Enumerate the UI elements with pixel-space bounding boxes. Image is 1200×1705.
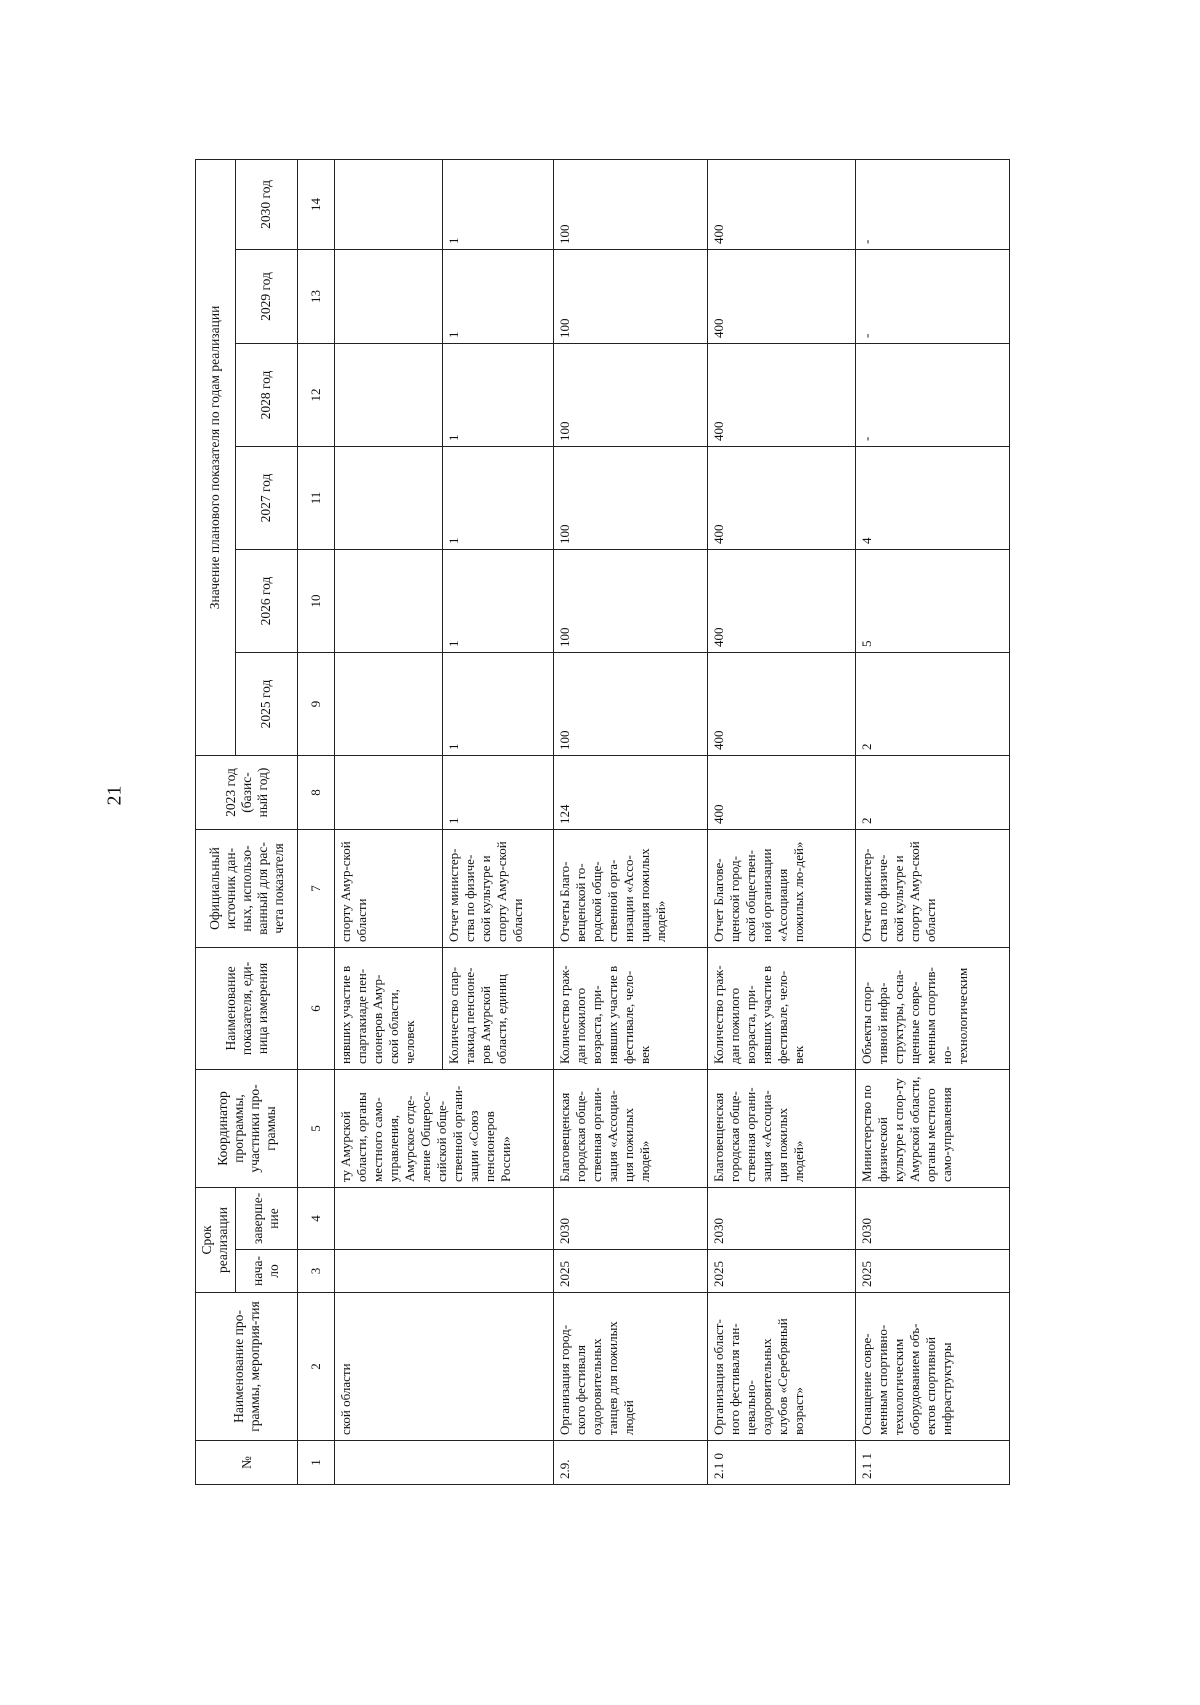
table-row xyxy=(855,159,1009,1484)
col-number: 12 xyxy=(298,343,334,446)
header-program-name: Наименование про-граммы, мероприя-тия xyxy=(196,1293,298,1441)
cell-value-2025: 400 xyxy=(707,652,855,755)
cell-source: Отчет министер-ства по физиче-ской культуре и спорту Амур-ской области xyxy=(443,829,553,947)
col-number: 3 xyxy=(298,1250,334,1293)
cell-end: 2030 xyxy=(553,1187,707,1249)
cell-end: 2030 xyxy=(707,1187,855,1249)
col-number: 7 xyxy=(298,829,334,947)
cell-start xyxy=(334,1250,553,1293)
header-source: Официальный источник дан-ных, использо-ванный для рас-чета показателя xyxy=(196,829,298,947)
cell-source: спорту Амур-ской области xyxy=(334,829,442,947)
cell-end xyxy=(334,1187,553,1249)
cell-program-name: Организация област-ного фестиваля тан-цевально-оздоровительных клубов «Серебряный возраст» xyxy=(707,1293,855,1441)
header-end: заверше-ние xyxy=(235,1187,298,1249)
cell-start: 2025 xyxy=(855,1250,1009,1293)
cell-base: 124 xyxy=(553,755,707,829)
cell-value-2027: 1 xyxy=(443,446,553,549)
cell-value-2030: 400 xyxy=(707,159,855,249)
cell-value xyxy=(334,652,442,755)
header-2029: 2029 год xyxy=(235,249,298,343)
col-number: 10 xyxy=(298,549,334,652)
cell-value-2028: - xyxy=(855,343,1009,446)
cell-value-2026: 1 xyxy=(443,549,553,652)
cell-base: 400 xyxy=(707,755,855,829)
indicators-table xyxy=(195,159,1010,1485)
cell-program-name: ской области xyxy=(334,1293,553,1441)
table-row xyxy=(707,159,855,1484)
cell-value-2029: 100 xyxy=(553,249,707,343)
cell-value-2029: 1 xyxy=(443,249,553,343)
col-number: 2 xyxy=(298,1293,334,1441)
cell-program-name: Оснащение совре-менным спортивно-технологическим оборудованием объ-ектов спортивной инфраструктуры xyxy=(855,1293,1009,1441)
header-2025: 2025 год xyxy=(235,652,298,755)
col-number: 11 xyxy=(298,446,334,549)
cell-value-2030: - xyxy=(855,159,1009,249)
cell-source: Отчеты Благо-вещенской го-родской обще-ственной орга-низации «Ассо-циация пожилых людей» xyxy=(553,829,707,947)
cell-value xyxy=(334,549,442,652)
cell-indicator: нявших участие в спартакиаде пен-сионеров Амур-ской области, человек xyxy=(334,947,442,1069)
cell-base: 1 xyxy=(443,755,553,829)
page-number: 21 xyxy=(103,785,126,806)
cell-value-2029: 400 xyxy=(707,249,855,343)
cell-value-2030: 100 xyxy=(553,159,707,249)
table-row xyxy=(553,159,707,1484)
cell-value-2026: 100 xyxy=(553,549,707,652)
cell-coordinator: Благовещенская городская обще-ственная органи-зация «Ассоциа-ция пожилых людей» xyxy=(707,1069,855,1187)
cell-end: 2030 xyxy=(855,1187,1009,1249)
cell-value-2030: 1 xyxy=(443,159,553,249)
cell-value-2029: - xyxy=(855,249,1009,343)
cell-value-2025: 1 xyxy=(443,652,553,755)
cell-indicator: Количество граж-дан пожилого возраста, при-нявших участие в фестивале, чело-век xyxy=(707,947,855,1069)
cell-coordinator: Министерство по физической культуре и спор-ту Амурской области, органы местного само-управления xyxy=(855,1069,1009,1187)
cell-value-2026: 400 xyxy=(707,549,855,652)
header-indicator: Наименование показателя, еди-ница измерения xyxy=(196,947,298,1069)
header-coordinator: Координатор программы, участники про-граммы xyxy=(196,1069,298,1187)
header-planned-values: Значение планового показателя по годам реализации xyxy=(196,159,236,755)
cell-start: 2025 xyxy=(707,1250,855,1293)
col-number: 13 xyxy=(298,249,334,343)
cell-coordinator: Благовещенская городская обще-ственная органи-зация «Ассоциа-ция пожилых людей» xyxy=(553,1069,707,1187)
header-2030: 2030 год xyxy=(235,159,298,249)
cell-value-2028: 400 xyxy=(707,343,855,446)
header-term: Срок реализации xyxy=(196,1187,236,1292)
col-number: 6 xyxy=(298,947,334,1069)
cell-base xyxy=(334,755,442,829)
cell-value xyxy=(334,249,442,343)
header-start: нача-ло xyxy=(235,1250,298,1293)
header-2027: 2027 год xyxy=(235,446,298,549)
cell-value-2028: 100 xyxy=(553,343,707,446)
header-2026: 2026 год xyxy=(235,549,298,652)
col-number: 14 xyxy=(298,159,334,249)
col-number: 1 xyxy=(298,1441,334,1485)
cell-value xyxy=(334,446,442,549)
col-number: 8 xyxy=(298,755,334,829)
cell-coordinator: ту Амурской области, органы местного само-управления, Амурское отде-ление Общерос-сийской обще-ственной органи-зации «Союз пенсионеров России» xyxy=(334,1069,553,1187)
cell-value-2026: 5 xyxy=(855,549,1009,652)
cell-indicator: Объекты спор-тивной инфра-структуры, осна-щенные совре-менным спортив-но-технологическим xyxy=(855,947,1009,1069)
rotated-table-container xyxy=(195,160,1010,1485)
cell-number: 2.9. xyxy=(553,1441,707,1485)
cell-value-2025: 100 xyxy=(553,652,707,755)
cell-value xyxy=(334,343,442,446)
cell-start: 2025 xyxy=(553,1250,707,1293)
cell-source: Отчет Благове-щенской город-ской обществен-ной организации «Ассоциация пожилых лю-дей» xyxy=(707,829,855,947)
cell-base: 2 xyxy=(855,755,1009,829)
cell-value-2027: 400 xyxy=(707,446,855,549)
cell-value-2028: 1 xyxy=(443,343,553,446)
cell-number xyxy=(334,1441,553,1485)
col-number: 9 xyxy=(298,652,334,755)
cell-number: 2.1 0 xyxy=(707,1441,855,1485)
cell-indicator: Количество спар-такиад пенсионе-ров Амурской области, единиц xyxy=(443,947,553,1069)
cell-program-name: Организация город-ского фестиваля оздоровительных танцев для пожилых людей xyxy=(553,1293,707,1441)
cell-indicator: Количество граж-дан пожилого возраста, при-нявших участие в фестивале, чело-век xyxy=(553,947,707,1069)
cell-source: Отчет министер-ства по физиче-ской культуре и спорту Амур-ской области xyxy=(855,829,1009,947)
cell-value-2027: 4 xyxy=(855,446,1009,549)
col-number: 5 xyxy=(298,1069,334,1187)
header-2028: 2028 год xyxy=(235,343,298,446)
col-number: 4 xyxy=(298,1187,334,1249)
cell-value xyxy=(334,159,442,249)
cell-value-2027: 100 xyxy=(553,446,707,549)
header-number: № xyxy=(196,1441,298,1485)
cell-value-2025: 2 xyxy=(855,652,1009,755)
header-base-year: 2023 год (базис-ный год) xyxy=(196,755,298,829)
cell-number: 2.1 1 xyxy=(855,1441,1009,1485)
